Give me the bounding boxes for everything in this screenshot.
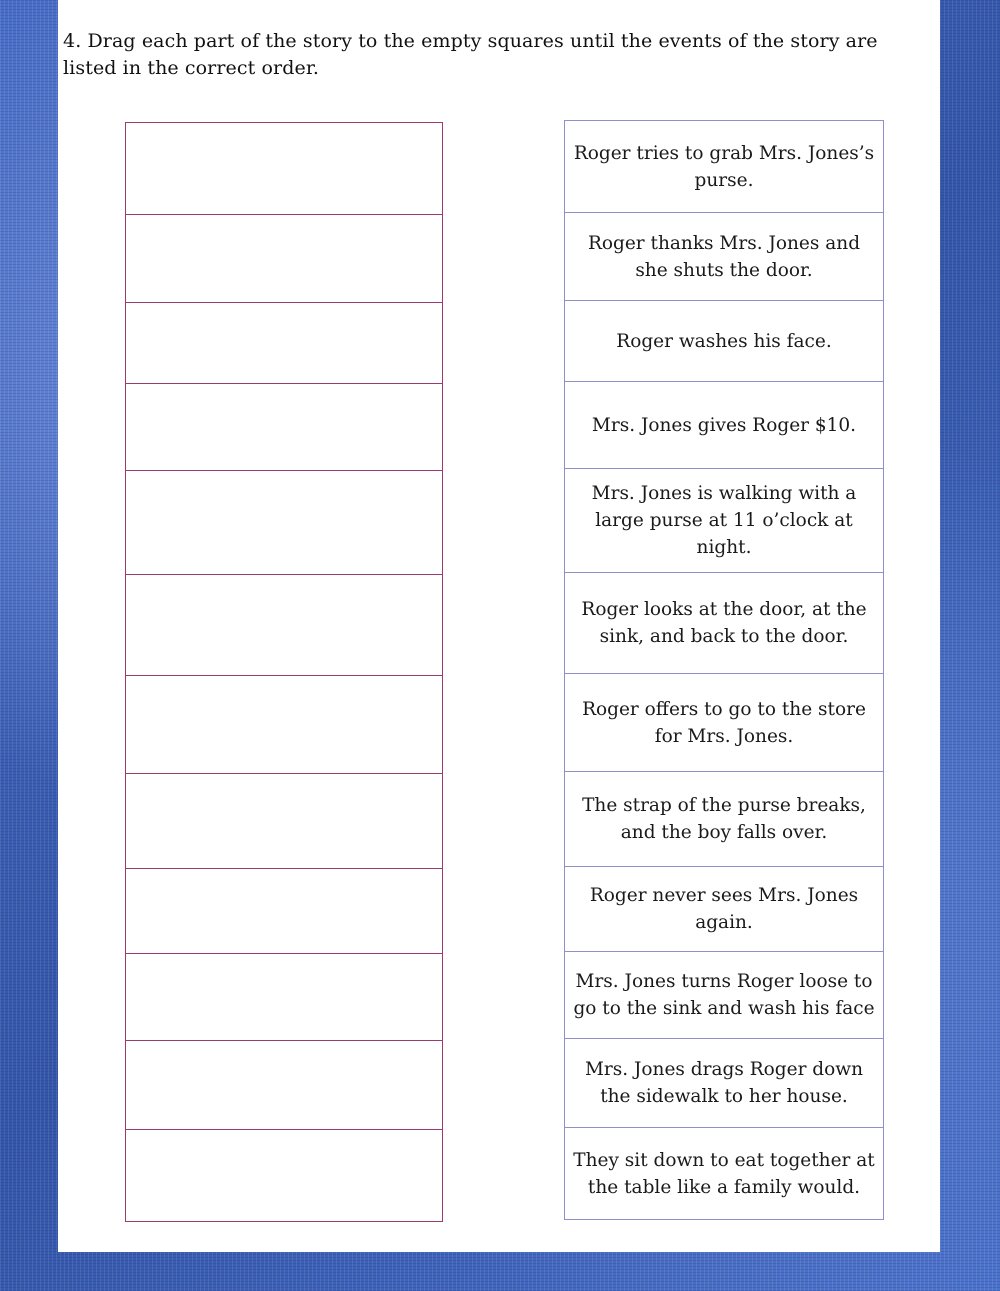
drop-slot[interactable] bbox=[126, 676, 442, 774]
drop-slot[interactable] bbox=[126, 384, 442, 471]
drop-slot[interactable] bbox=[126, 1130, 442, 1221]
drop-slot[interactable] bbox=[126, 303, 442, 384]
drop-slot[interactable] bbox=[126, 575, 442, 676]
story-card[interactable]: They sit down to eat together at the table like a family would. bbox=[565, 1128, 883, 1219]
story-card-column bbox=[564, 120, 884, 1220]
drop-target-column bbox=[125, 122, 443, 1222]
story-card[interactable]: Roger never sees Mrs. Jones again. bbox=[565, 867, 883, 952]
story-card[interactable]: Mrs. Jones is walking with a large purse at 11 o’clock at night. bbox=[565, 469, 883, 573]
drop-slot[interactable] bbox=[126, 774, 442, 869]
instructions-text: 4. Drag each part of the story to the empty squares until the events of the story are listed in the correct order. bbox=[63, 30, 878, 79]
drop-slot[interactable] bbox=[126, 869, 442, 954]
drop-slot[interactable] bbox=[126, 1041, 442, 1130]
drop-slot[interactable] bbox=[126, 123, 442, 215]
story-card[interactable]: Roger thanks Mrs. Jones and she shuts the door. bbox=[565, 213, 883, 301]
story-card[interactable]: The strap of the purse breaks, and the boy falls over. bbox=[565, 772, 883, 867]
story-card[interactable]: Roger washes his face. bbox=[565, 301, 883, 382]
story-card[interactable]: Mrs. Jones drags Roger down the sidewalk to her house. bbox=[565, 1039, 883, 1128]
story-card[interactable]: Mrs. Jones gives Roger $10. bbox=[565, 382, 883, 469]
story-card[interactable]: Roger offers to go to the store for Mrs. Jones. bbox=[565, 674, 883, 772]
drop-slot[interactable] bbox=[126, 215, 442, 303]
drop-slot[interactable] bbox=[126, 471, 442, 575]
story-card[interactable]: Roger looks at the door, at the sink, and back to the door. bbox=[565, 573, 883, 674]
drop-slot[interactable] bbox=[126, 954, 442, 1041]
story-card[interactable]: Roger tries to grab Mrs. Jones’s purse. bbox=[565, 121, 883, 213]
story-card[interactable]: Mrs. Jones turns Roger loose to go to the sink and wash his face bbox=[565, 952, 883, 1039]
